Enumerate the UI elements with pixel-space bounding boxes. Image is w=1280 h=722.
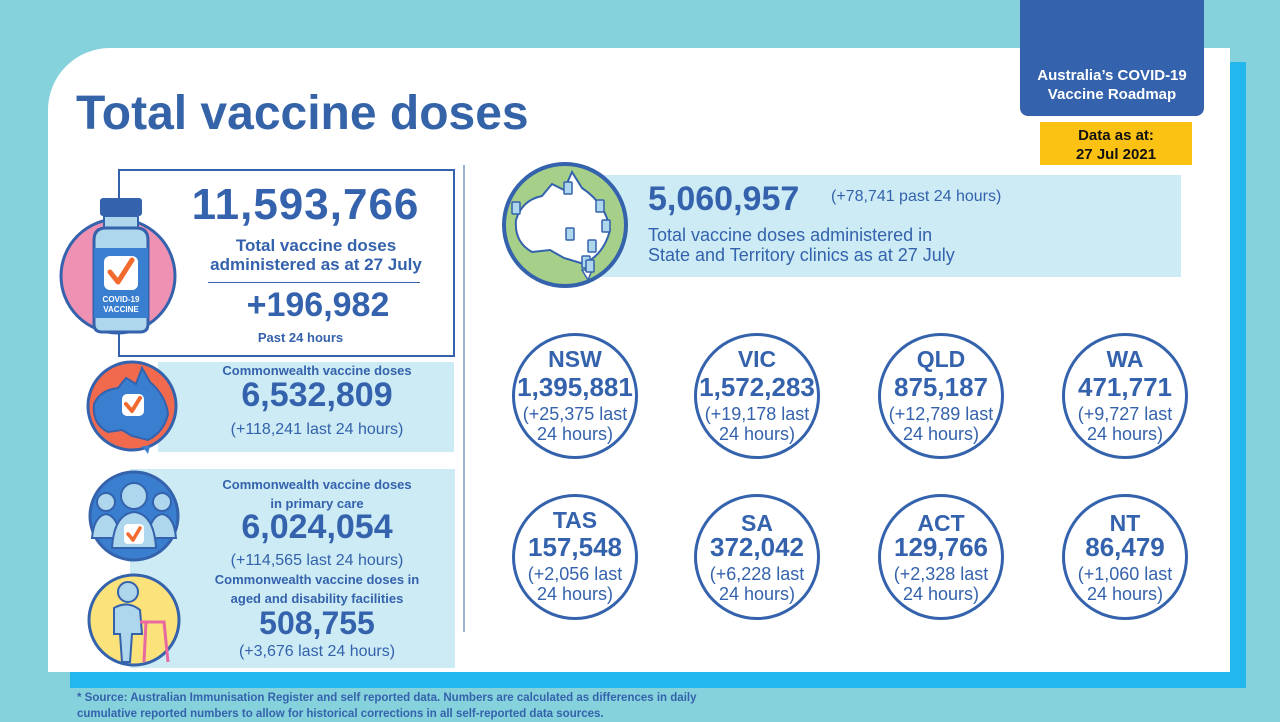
roadmap-badge	[1020, 0, 1204, 116]
commonwealth-label: Commonwealth vaccine doses	[222, 363, 412, 378]
jurisdiction-value-nsw: 1,395,881	[517, 372, 633, 402]
jurisdiction-delta-tas-2: 24 hours)	[536, 584, 614, 604]
commonwealth-value: 6,532,809	[241, 376, 393, 414]
jurisdiction-name-vic: VIC	[737, 346, 777, 372]
jurisdiction-name-tas: TAS	[552, 507, 598, 533]
jurisdiction-value-sa: 372,042	[710, 532, 804, 562]
jurisdiction-value-qld: 875,187	[894, 372, 988, 402]
jurisdiction-name-sa: SA	[741, 510, 773, 536]
jurisdiction-delta-sa-2: 24 hours)	[718, 584, 796, 604]
data-as-at-date: 27 Jul 2021	[1075, 146, 1157, 163]
jurisdiction-value-wa: 471,771	[1078, 372, 1172, 402]
jurisdiction-delta-qld-2: 24 hours)	[902, 424, 980, 444]
jurisdiction-delta-vic-1: (+19,178 last	[704, 404, 810, 424]
jurisdiction-delta-tas-1: (+2,056 last	[527, 564, 623, 584]
total-doses-delta: +196,982	[246, 286, 390, 324]
jurisdiction-value-act: 129,766	[894, 532, 988, 562]
jurisdiction-name-qld: QLD	[916, 346, 966, 372]
community-group-icon	[86, 468, 182, 564]
aged-care-label-1: Commonwealth vaccine doses in	[214, 572, 420, 587]
total-divider-rule	[208, 282, 420, 283]
jurisdiction-name-wa: WA	[1106, 346, 1144, 372]
state-clinics-value: 5,060,957	[648, 180, 800, 218]
roadmap-line-2: Vaccine Roadmap	[1047, 86, 1177, 103]
primary-care-delta: (+114,565 last 24 hours)	[230, 552, 404, 569]
aged-care-delta: (+3,676 last 24 hours)	[238, 643, 396, 660]
jurisdiction-name-act: ACT	[917, 510, 965, 536]
jurisdiction-name-nsw: NSW	[548, 346, 602, 372]
aged-care-value: 508,755	[259, 605, 375, 641]
jurisdiction-delta-nsw-1: (+25,375 last	[522, 404, 628, 424]
jurisdiction-delta-act-1: (+2,328 last	[893, 564, 989, 584]
total-doses-label-1: Total vaccine doses	[235, 236, 397, 255]
data-as-at-badge	[1040, 122, 1192, 165]
footnote-line-1: * Source: Australian Immunisation Register and self reported data. Numbers are calculated as differences in daily	[77, 692, 697, 704]
australia-map-icon	[82, 360, 182, 460]
state-clinics-delta: (+78,741 past 24 hours)	[831, 188, 1002, 205]
primary-care-label-1: Commonwealth vaccine doses	[222, 477, 412, 492]
vial-text-2: VACCINE	[103, 305, 139, 314]
jurisdiction-delta-nt-1: (+1,060 last	[1077, 564, 1173, 584]
jurisdiction-delta-wa-1: (+9,727 last	[1077, 404, 1173, 424]
australia-clinics-map-icon	[500, 160, 630, 290]
column-divider	[463, 165, 465, 632]
jurisdiction-delta-sa-1: (+6,228 last	[709, 564, 805, 584]
primary-care-value: 6,024,054	[241, 508, 393, 546]
vaccine-vial-icon	[58, 196, 184, 336]
aged-care-label-2: aged and disability facilities	[230, 591, 404, 606]
state-clinics-label-1: Total vaccine doses administered in	[648, 225, 933, 245]
footnote-line-2: cumulative reported numbers to allow for historical corrections in all self-reported data sources.	[77, 708, 604, 720]
state-clinics-label-2: State and Territory clinics as at 27 July	[648, 245, 955, 265]
jurisdiction-value-nt: 86,479	[1085, 532, 1165, 562]
roadmap-line-1: Australia’s COVID-19	[1037, 67, 1187, 84]
source-footnote	[77, 690, 696, 722]
total-doses-label-2: administered as at 27 July	[210, 255, 422, 274]
jurisdiction-delta-vic-2: 24 hours)	[718, 424, 796, 444]
jurisdiction-delta-wa-2: 24 hours)	[1086, 424, 1164, 444]
elderly-walker-icon	[86, 572, 182, 668]
total-doses-value: 11,593,766	[191, 180, 420, 229]
jurisdiction-delta-act-2: 24 hours)	[902, 584, 980, 604]
jurisdiction-delta-nsw-2: 24 hours)	[536, 424, 614, 444]
total-doses-delta-label: Past 24 hours	[257, 330, 344, 345]
jurisdiction-delta-nt-2: 24 hours)	[1086, 584, 1164, 604]
jurisdiction-delta-qld-1: (+12,789 last	[888, 404, 994, 424]
jurisdiction-value-tas: 157,548	[528, 532, 622, 562]
jurisdiction-name-nt: NT	[1109, 510, 1141, 536]
primary-care-label-2: in primary care	[270, 496, 364, 511]
page-title: Total vaccine doses	[76, 87, 529, 140]
data-as-at-label: Data as at:	[1078, 127, 1154, 144]
commonwealth-delta: (+118,241 last 24 hours)	[230, 421, 404, 438]
jurisdiction-value-vic: 1,572,283	[699, 372, 815, 402]
vial-text-1: COVID-19	[102, 295, 140, 304]
